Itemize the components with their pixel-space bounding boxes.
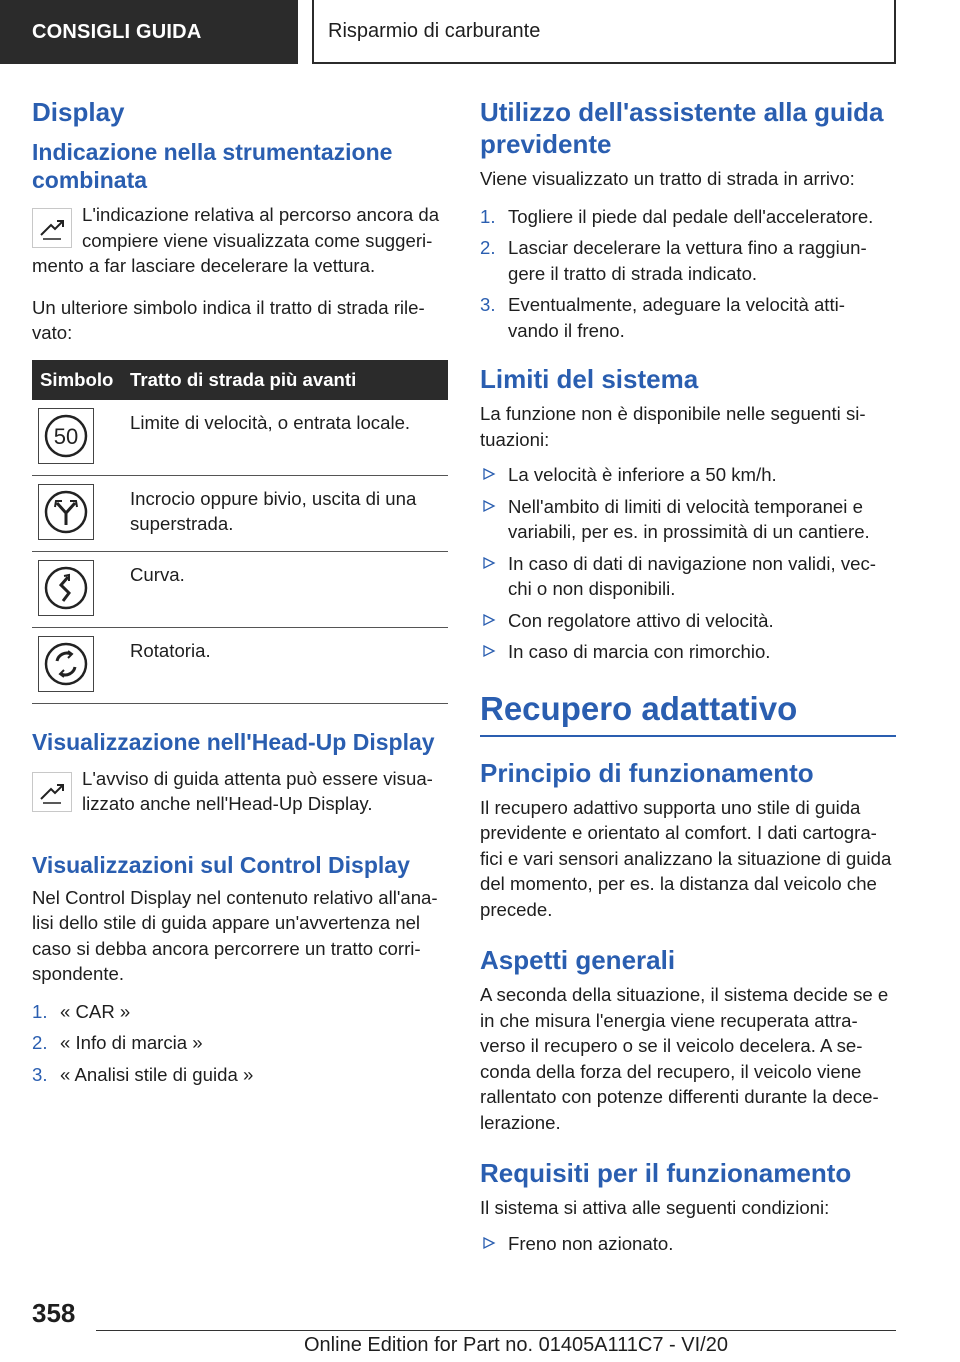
hud-note: [32, 766, 448, 817]
roundabout-icon: [38, 636, 94, 692]
list-item: 1. « CAR »: [32, 1000, 131, 1022]
principle-text: Il recupero adattivo supporta uno stile di guida previdente e orientato al comfort. I dati cartogra- fici e vari sensori analizzano la situazione di guida del momento, per es. la distanza dal veicolo che precede.: [480, 796, 892, 920]
requirements-intro: Il sistema si attiva alle seguenti condizioni:: [480, 1197, 830, 1218]
table-row: [32, 551, 448, 627]
edition-text: Online Edition for Part no. 01405A111C7 - VI/20: [304, 1334, 728, 1356]
list-item: 3. « Analisi stile di guida »: [32, 1063, 254, 1085]
list-item: In caso di dati di navigazione non validi, vec- chi o non disponibili.: [480, 551, 896, 602]
recovery-title: Recupero adattativo: [480, 687, 896, 737]
row-text: Limite di velocità, o entrata locale.: [122, 400, 448, 476]
limits-title: Limiti del sistema: [480, 364, 699, 394]
header-section-label: CONSIGLI GUIDA: [32, 20, 202, 43]
row-text: Curva.: [122, 551, 448, 627]
symbol-table-header: [32, 360, 448, 400]
symbol-table: [32, 360, 448, 704]
list-item: Freno non azionato.: [480, 1231, 896, 1257]
footer-divider: [96, 1330, 896, 1331]
assistant-steps: [480, 204, 896, 344]
principle-title: Principio di funzionamento: [480, 757, 814, 788]
triangle-bullet-icon: [482, 1236, 496, 1250]
header-section: [0, 0, 298, 64]
control-display-steps: [32, 999, 448, 1088]
triangle-bullet-icon: [482, 499, 496, 513]
assistant-title: Utilizzo dell'assistente alla guida previdente: [480, 97, 884, 159]
instrument-note-rest: mento a far lasciare decelerare la vettura.: [32, 255, 376, 276]
header-subsection-label: Risparmio di carburante: [328, 19, 541, 42]
curve-icon: [38, 560, 94, 616]
list-item: 2. Lasciar decelerare la vettura fino a raggiun- gere il tratto di strada indicato.: [480, 237, 867, 284]
instrument-cluster-title: Indicazione nella strumentazione combinata: [32, 139, 393, 193]
triangle-bullet-icon: [482, 613, 496, 627]
hud-title: Visualizzazione nell'Head-Up Display: [32, 728, 435, 755]
display-title: Display: [32, 97, 125, 127]
list-item: Con regolatore attivo di velocità.: [480, 608, 896, 634]
table-row: [32, 400, 448, 476]
control-display-text: Nel Control Display nel contenuto relativo all'ana- lisi dello stile di guida appare un'avvertenza nel caso si debba ancora percorrere un tratto corri- spondente.: [32, 886, 438, 984]
list-item: 1. Togliere il piede dal pedale dell'acceleratore.: [480, 205, 874, 227]
symbol-column-header: Simbolo: [32, 360, 122, 400]
arrow-note-icon: [32, 772, 72, 812]
arrow-note-icon: [32, 208, 72, 248]
row-text: Incrocio oppure bivio, uscita di una superstrada.: [122, 475, 448, 551]
header-subsection: [312, 0, 896, 64]
list-item: La velocità è inferiore a 50 km/h.: [480, 462, 896, 488]
list-item: 3. Eventualmente, adeguare la velocità atti- vando il freno.: [480, 294, 845, 341]
triangle-bullet-icon: [482, 644, 496, 658]
left-column: [32, 96, 448, 1093]
general-title: Aspetti generali: [480, 945, 676, 975]
table-row: [32, 627, 448, 703]
control-display-title: Visualizzazioni sul Control Display: [32, 851, 410, 878]
limits-list: [480, 462, 896, 665]
speed-limit-label: 50: [53, 423, 79, 449]
list-item: In caso di marcia con rimorchio.: [480, 639, 896, 665]
requirements-list: [480, 1231, 896, 1257]
table-row: [32, 475, 448, 551]
triangle-bullet-icon: [482, 467, 496, 481]
hud-note-text: L'avviso di guida attenta può essere visua- lizzato anche nell'Head-Up Display.: [82, 767, 433, 814]
speed-limit-50-icon: [38, 408, 94, 464]
instrument-note-text: L'indicazione relativa al percorso ancora da compiere viene visualizzata come suggeri-: [82, 204, 440, 251]
list-item: Nell'ambito di limiti di velocità temporanei e variabili, per es. in prossimità di un cantiere.: [480, 494, 896, 545]
assistant-intro: Viene visualizzato un tratto di strada in arrivo:: [480, 168, 855, 189]
page-number: 358: [32, 1298, 76, 1328]
junction-icon: [38, 484, 94, 540]
road-column-header: Tratto di strada più avanti: [122, 360, 448, 400]
instrument-note: [32, 202, 448, 253]
triangle-bullet-icon: [482, 556, 496, 570]
limits-intro: La funzione non è disponibile nelle seguenti si- tuazioni:: [480, 403, 866, 450]
right-column: [480, 96, 896, 1262]
requirements-title: Requisiti per il funzionamento: [480, 1158, 852, 1188]
row-text: Rotatoria.: [122, 627, 448, 703]
symbol-intro: Un ulteriore simbolo indica il tratto di strada rile- vato:: [32, 296, 425, 343]
general-text: A seconda della situazione, il sistema decide se e in che misura l'energia viene recuperata attra- verso il recupero o se il veicolo decelera. A se- conda della forza del recupero, il veicolo viene rallentato con potenze differenti durante la dece- lerazione.: [480, 984, 889, 1133]
list-item: 2. « Info di marcia »: [32, 1032, 203, 1053]
